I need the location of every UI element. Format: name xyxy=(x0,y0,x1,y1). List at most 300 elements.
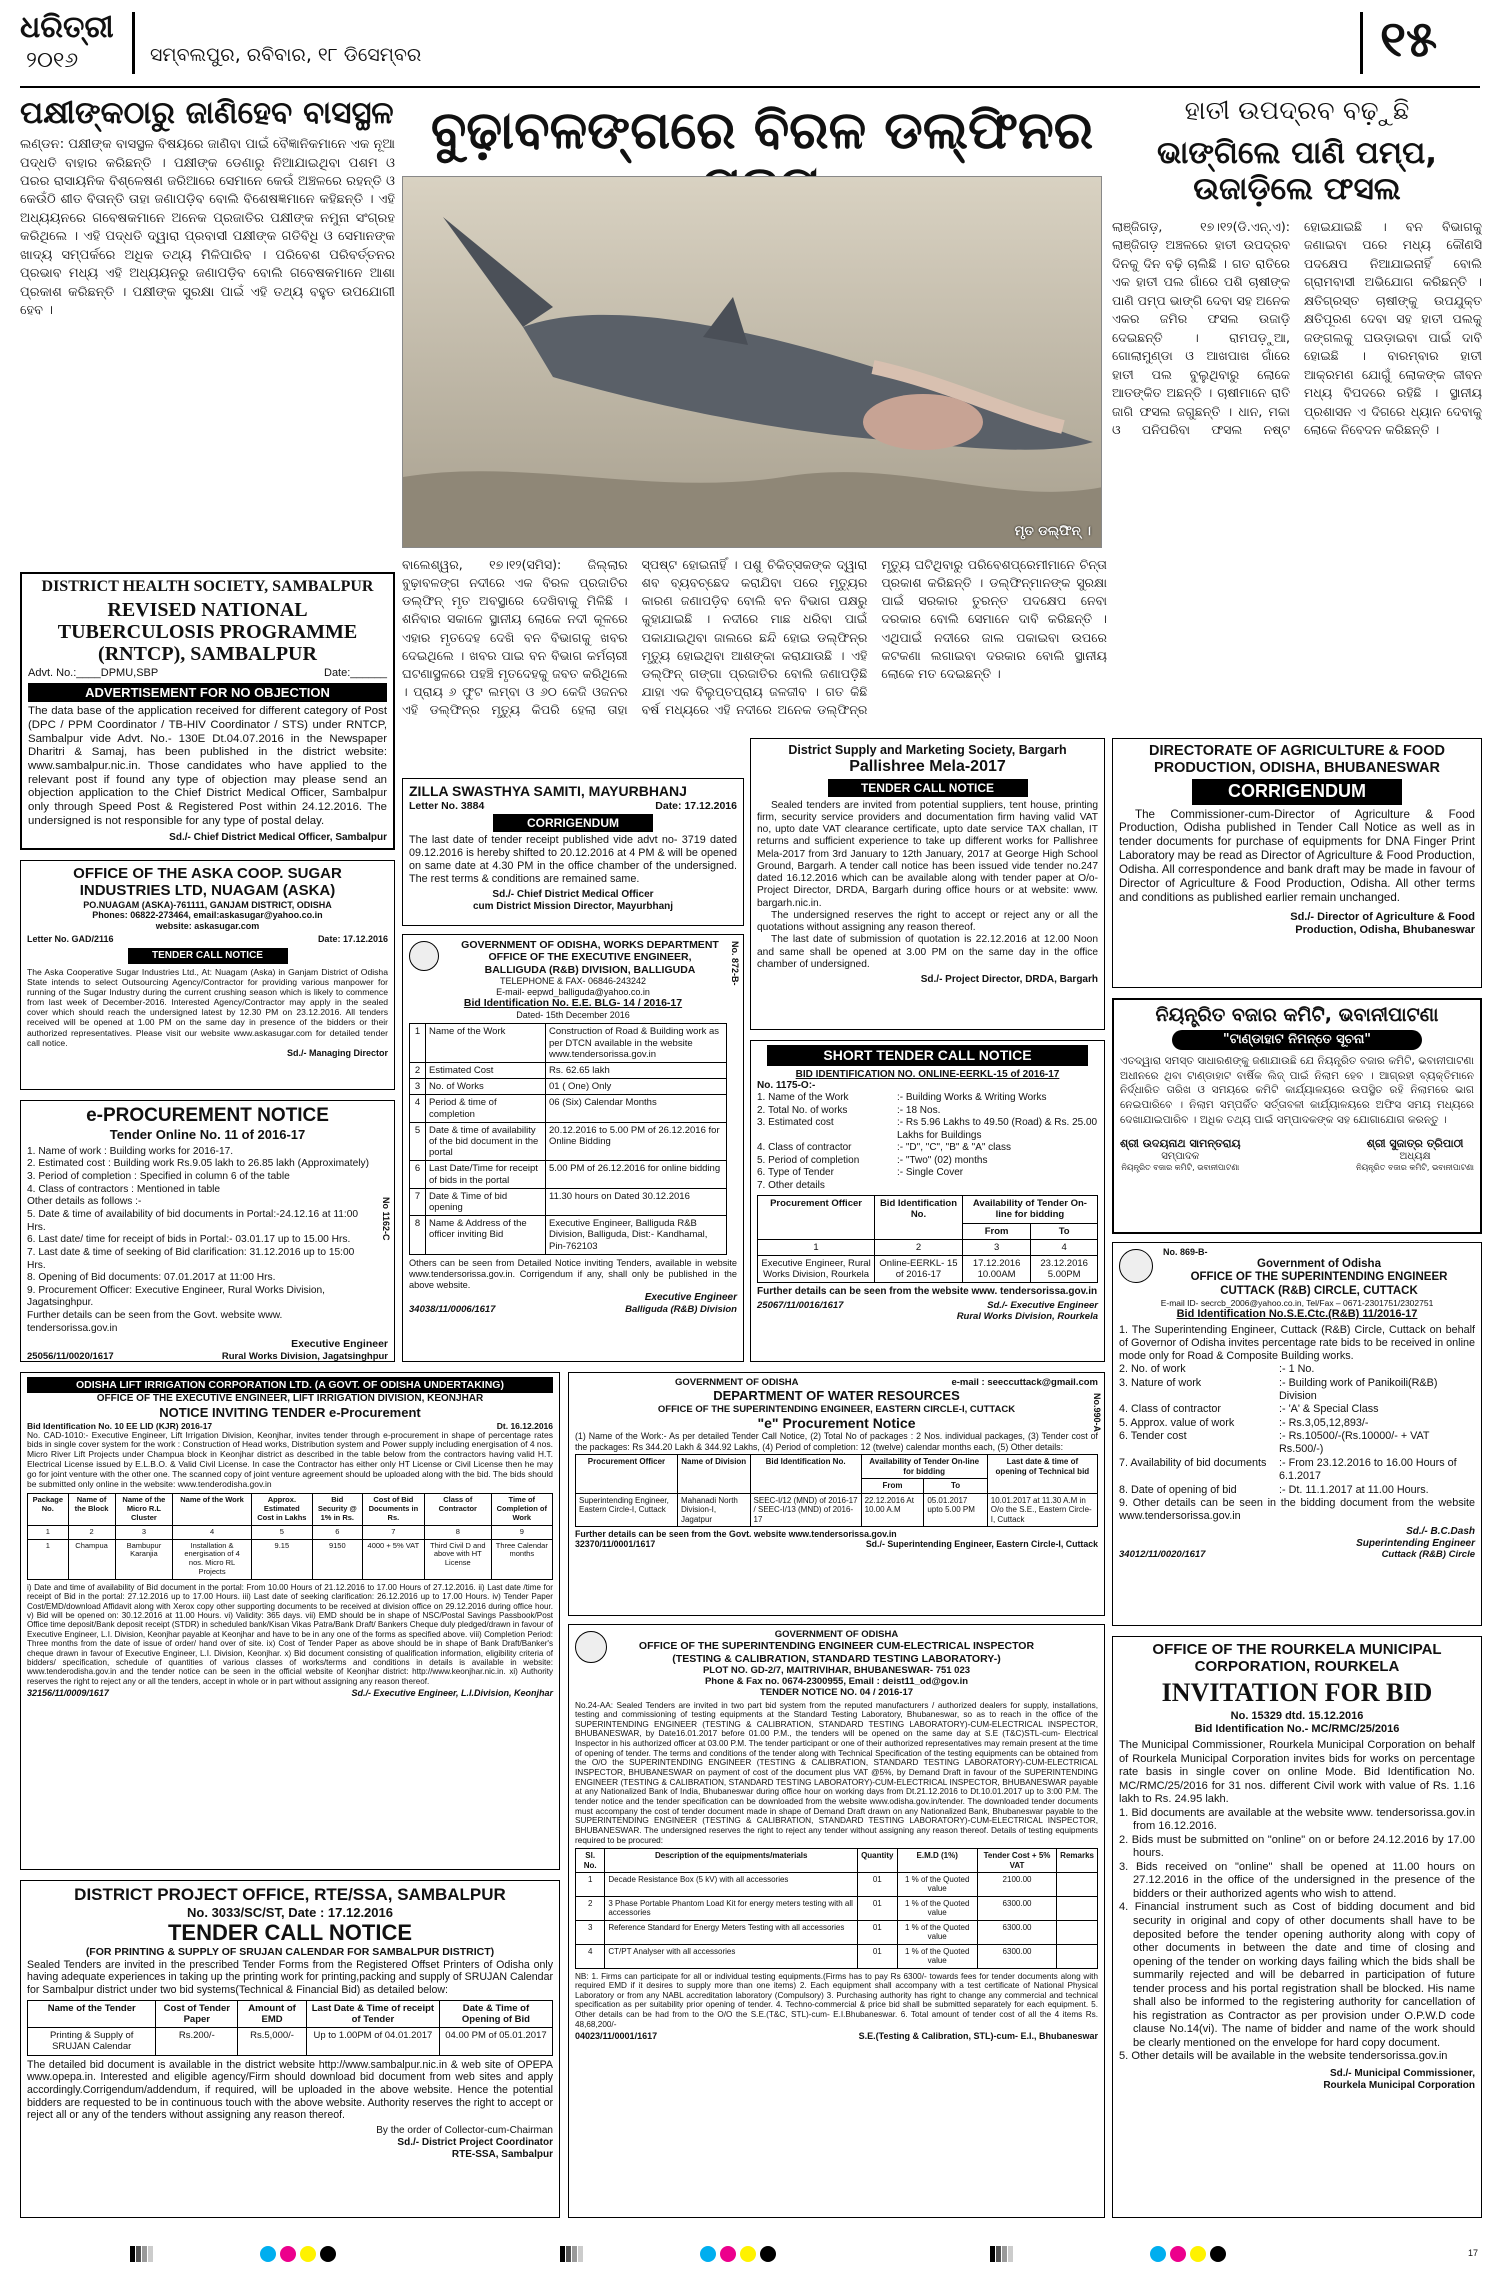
story-body: ଲାଞ୍ଜିଗଡ଼, ୧୭।୧୨(ଡି.ଏନ୍.ଏ): ଲାଞ୍ଜିଗଡ଼ ଅଞ୍ଚଳରେ ହାତୀ ଉପଦ୍ରବ ଦିନକୁ ଦିନ ବଢ଼ି ଚାଲିଛି । ଗତ ରାତିରେ ଏକ ହାତୀ ପଲ ଗାଁରେ ପଶି ଚାଷୀଙ୍କ ପାଣି ପମ୍ପ ଭାଙ୍ଗି ଦେବା ସହ ଅନେକ ଏକର ଜମିର ଫସଲ ଉଜାଡ଼ି ଦେଇଛନ୍ତି । ରାମପଡ଼ୁଆ, ଗୋଲାମୁଣ୍ଡା ଓ ଆଖପାଖ ଗାଁରେ ହାତୀ ପଲ ବୁଲୁଥିବାରୁ ଲୋକେ ଆତଙ୍କିତ ଅଛନ୍ତି । ଚାଷୀମାନେ ରାତି ଜାଗି ଫସଲ ଜଗୁଛନ୍ତି । ଧାନ, ମକା ଓ ପନିପରିବା ଫସଲ ନଷ୍ଟ ହୋଇଯାଇଛି । ବନ ବିଭାଗକୁ ଜଣାଇବା ପରେ ମଧ୍ୟ କୌଣସି ପଦକ୍ଷେପ ନିଆଯାଇନାହିଁ ବୋଲି ଗ୍ରାମବାସୀ ଅଭିଯୋଗ କରିଛନ୍ତି । କ୍ଷତିଗ୍ରସ୍ତ ଚାଷୀଙ୍କୁ ଉପଯୁକ୍ତ କ୍ଷତିପୂରଣ ଦେବା ସହ ହାତୀ ପଲକୁ ଜଙ୍ଗଲକୁ ଘଉଡ଼ାଇବା ପାଇଁ ଦାବି ହୋଇଛି । ବାରମ୍ବାର ହାତୀ ଆକ୍ରମଣ ଯୋଗୁଁ ଲୋକଙ୍କ ଜୀବନ ମଧ୍ୟ ବିପଦରେ ରହିଛି । ସ୍ଥାନୀୟ ପ୍ରଶାସନ ଏ ଦିଗରେ ଧ୍ୟାନ ଦେବାକୁ ଲୋକେ ନିବେଦନ କରିଛନ୍ତି । xyxy=(1112,218,1482,438)
table-cell: 6300.00 xyxy=(977,1920,1056,1944)
bid-date: Dated- 15th December 2016 xyxy=(516,1009,630,1020)
ad-lab: (TESTING & CALIBRATION, STANDARD TESTING LABORATORY-) xyxy=(672,1652,1001,1665)
dolphin-photo xyxy=(402,176,1102,548)
ad-signature: Sd./- Executive Engineer xyxy=(987,1300,1098,1312)
bid-id: Bid Identification No.- MC/RMC/25/2016 xyxy=(1194,1723,1400,1736)
col-header: Cost of Tender Paper xyxy=(156,2000,238,2027)
item-label: 1. Name of the Work xyxy=(757,1092,849,1104)
table-cell: 1 % of the Quoted value xyxy=(897,1944,977,1968)
list-item xyxy=(1119,1403,1475,1416)
ad-title: e-PROCUREMENT NOTICE xyxy=(86,1105,329,1126)
signatory-name: ଶ୍ରୀ ଉଦୟନାଥ ସାମନ୍ତରାୟ xyxy=(1120,1136,1241,1150)
letter-no: Letter No. 3884 xyxy=(409,799,485,812)
table-cell: 7 xyxy=(362,1525,424,1539)
item-list xyxy=(757,1092,1098,1192)
ad-code: 34012/11/0020/1617 xyxy=(1119,1549,1206,1561)
yellow-dot xyxy=(740,2246,756,2262)
table-cell: Date & time of availability of the bid document in the portal xyxy=(426,1122,546,1161)
item-value: :- Building Works & Writing Works xyxy=(897,1092,1047,1104)
list-item: Other details as follows :- xyxy=(27,1196,142,1208)
story-body: ଲଣ୍ଡନ: ପକ୍ଷୀଙ୍କ ବାସସ୍ଥଳ ବିଷୟରେ ଜାଣିବା ପାଇଁ ବୈଜ୍ଞାନିକମାନେ ଏକ ନୂଆ ପଦ୍ଧତି ବାହାର କରିଛନ୍ତି । ପକ୍ଷୀଙ୍କ ଡେଣାରୁ ନିଆଯାଇଥିବା ପଶମ ଓ ପରର ରାସାୟନିକ ବିଶ୍ଳେଷଣ ଜରିଆରେ ସେମାନେ କେଉଁ ଅଞ୍ଚଳରେ ରହନ୍ତି ଓ କେଉଁଠି ଶୀତ ବିତାନ୍ତି ତାହା ଜଣାପଡ଼ିବ ବୋଲି ବିଶେଷଜ୍ଞମାନେ କହିଛନ୍ତି । ଏହି ଅଧ୍ୟୟନରେ ଗବେଷକମାନେ ଅନେକ ପ୍ରଜାତିର ପକ୍ଷୀଙ୍କ ନମୁନା ସଂଗ୍ରହ କରିଥିଲେ । ଏହି ପଦ୍ଧତି ଦ୍ୱାରା ପ୍ରବାସୀ ପକ୍ଷୀଙ୍କ ଗତିବିଧି ଓ ସେମାନଙ୍କ ଖାଦ୍ୟ ସମ୍ପର୍କରେ ଅଧିକ ତଥ୍ୟ ମିଳିପାରିବ । ପରିବେଶ ପରିବର୍ତ୍ତନର ପ୍ରଭାବ ମଧ୍ୟ ଏହି ଅଧ୍ୟୟନରୁ ଜଣାପଡ଼ିବ ବୋଲି ଗବେଷକମାନେ ଆଶା ପ୍ରକାଶ କରିଛନ୍ତି । ପକ୍ଷୀଙ୍କ ସୁରକ୍ଷା ପାଇଁ ଏହି ତଥ୍ୟ ବହୁତ ଉପଯୋଗୀ ହେବ । xyxy=(20,137,395,319)
table-cell: 4 xyxy=(576,1944,605,1968)
table-cell: Executive Engineer, Balliguda R&B Division, Balliguda, Dist:- Kandhamal, Pin-762103 xyxy=(546,1216,727,1255)
ad-aska-sugar xyxy=(20,860,395,1090)
emblem-icon xyxy=(1119,1249,1153,1283)
table-row xyxy=(410,1122,727,1161)
ad-contact: E-mail ID- secrcb_2006@yahoo.co.in, Tel/Fax – 0671-2301751/2302751 xyxy=(1160,1298,1434,1309)
story-headline: ଭାଙ୍ଗିଲେ ପାଣି ପମ୍ପ, ଉଜାଡ଼ିଲେ ଫସଲ xyxy=(1156,134,1438,208)
ad-org: DIRECTORATE OF AGRICULTURE & FOOD PRODUCTION, ODISHA, BHUBANESWAR xyxy=(1149,743,1445,776)
ad-gov: GOVERNMENT OF ODISHA, WORKS DEPARTMENT xyxy=(461,939,719,951)
table-row xyxy=(28,1494,553,1526)
list-item: 5. Date & time of availability of bid documents in Portal:-24.12.16 at 11:00 Hrs. xyxy=(27,1208,359,1233)
col-header: Tender Cost + 5% VAT xyxy=(977,1849,1056,1873)
table-cell xyxy=(1057,1920,1098,1944)
ad-code: 32156/11/0009/1617 xyxy=(27,1688,109,1699)
table-cell: No. of Works xyxy=(426,1079,546,1095)
ad-footer: Further details can be seen from the website www. tendersorissa.gov.in xyxy=(757,1286,1098,1298)
list-item: 1. Name of work : Building works for 2016-17. xyxy=(27,1145,234,1157)
table-cell: 3 xyxy=(576,1920,605,1944)
col-header: Name of the Micro R.L Cluster xyxy=(115,1494,173,1526)
item-label: 5. Period of completion xyxy=(757,1154,860,1166)
item-value: :- Single Cover xyxy=(897,1167,964,1179)
col-header: Approx. Estimated Cost in Lakhs xyxy=(251,1494,312,1526)
notice-no: No. 1175-O:- xyxy=(757,1080,816,1092)
emblem-icon xyxy=(575,1631,607,1663)
col-header: E.M.D (1%) xyxy=(897,1849,977,1873)
ad-signature: Executive Engineer xyxy=(644,1292,737,1304)
emblem-icon xyxy=(409,941,439,971)
ad-title: INVITATION FOR BID xyxy=(1161,1677,1433,1707)
table-cell: 1 xyxy=(28,1539,69,1579)
ad-phones: Phones: 06822-273464, email:askasugar@yahoo.co.in xyxy=(92,910,323,921)
table-row xyxy=(410,1095,727,1122)
ad-org: DISTRICT HEALTH SOCIETY, SAMBALPUR xyxy=(41,578,374,595)
ad-phone: Phone & Fax no. 0674-2300955, Email : deist11_od@gov.in xyxy=(704,1676,969,1688)
ad-signature-office: Rural Works Division, Jagatsinghpur xyxy=(221,1350,388,1362)
ad-gov: GOVERNMENT OF ODISHA xyxy=(774,1629,899,1640)
list-item xyxy=(1119,1484,1475,1497)
signatory-org: ନିୟନ୍ତ୍ରିତ ବଜାର କମିଟି, ଭବାନୀପାଟଣା xyxy=(1121,1162,1240,1172)
dolphin-headline: ବୁଢ଼ାବଳଙ୍ଗରେ ବିରଳ ଡଲ୍‌ଫିନର xyxy=(430,101,1094,161)
letter-date: Date: 17.12.2016 xyxy=(317,934,388,945)
item-label: 6. Tender cost xyxy=(1119,1430,1187,1443)
table-cell: 05.01.2017 upto 5.00 PM xyxy=(924,1493,987,1526)
item-value: :- 'A' & Special Class xyxy=(1279,1403,1379,1416)
table-cell: 6300.00 xyxy=(977,1944,1056,1968)
list-item xyxy=(1119,1417,1475,1430)
dateline: ସମ୍ବଲପୁର, ରବିବାର, ୧୮ ଡିସେମ୍ବର xyxy=(150,44,422,66)
ad-signature: Sd./- Project Director, DRDA, Bargarh xyxy=(920,974,1098,986)
col-header: Description of the equipments/materials xyxy=(605,1849,858,1873)
col-header: From xyxy=(962,1223,1030,1239)
item-value: :- Rs.10500/-(Rs.10000/- + VAT Rs.500/-) xyxy=(1279,1430,1430,1456)
table-cell: 5 xyxy=(251,1525,312,1539)
ad-signature: Sd./- Executive Engineer, L.I.Division, Keonjhar xyxy=(351,1688,553,1699)
ad-signature: Sd./- District Project Coordinator xyxy=(397,2136,553,2148)
list-item: 6. Last date/ time for receipt of bids in Portal:- 03.01.17 up to 15.00 Hrs. xyxy=(27,1234,351,1246)
advt-date: Date:______ xyxy=(324,666,387,679)
item-label: 4. Class of contractor xyxy=(757,1142,852,1154)
bid-date: Dt. 16.12.2016 xyxy=(496,1420,553,1431)
table-row xyxy=(410,1161,727,1188)
col-header: From xyxy=(861,1479,924,1493)
table-cell: 1 % of the Quoted value xyxy=(897,1873,977,1897)
magenta-dot xyxy=(720,2246,736,2262)
ad-footer: 9. Other details can be seen in the bidding document from the website www.tendersorissa.gov.in xyxy=(1119,1496,1475,1522)
ad-org: OFFICE OF THE ROURKELA MUNICIPAL CORPORATION, ROURKELA xyxy=(1152,1641,1442,1676)
table-cell: 3 Phase Portable Phantom Load Kit for energy meters testing with all accessories xyxy=(605,1896,858,1920)
ad-email: E-mail- eepwd_balliguda@yahoo.co.in xyxy=(496,986,650,997)
list-item xyxy=(757,1117,1098,1142)
list-item: 1. Bid documents are available at the website www. tendersorissa.gov.in from 16.12.2016. xyxy=(1119,1806,1475,1833)
bid-id: Bid Identification No. 10 EE LID (KJR) 2016-17 xyxy=(27,1420,213,1431)
table-cell: 01 xyxy=(858,1944,897,1968)
table-cell: Bambupur Karanjia xyxy=(115,1539,173,1579)
ad-body: The last date of tender receipt published vide advt no- 3719 dated 09.12.2016 is hereby shifted to 20.12.2016 at 4 PM & will be opened on same date at 4.30 PM in the office chamber of the undersigned. The rest terms & conditions are remained same. xyxy=(409,834,737,885)
table-cell: 20.12.2016 to 5.00 PM of 26.12.2016 for Online Bidding xyxy=(546,1122,727,1161)
ad-signature-office: cum District Mission Director, Mayurbhanj xyxy=(472,900,674,912)
table-cell: Estimated Cost xyxy=(426,1062,546,1078)
dolphin-icon xyxy=(403,177,1102,548)
list-item xyxy=(1119,1377,1475,1404)
ad-dept: DEPARTMENT OF WATER RESOURCES xyxy=(713,1388,960,1404)
table-cell: 2100.00 xyxy=(977,1873,1056,1897)
table-cell xyxy=(1057,1873,1098,1897)
story-birds xyxy=(20,96,395,564)
col-header: Amount of EMD xyxy=(238,2000,307,2027)
ad-plot: PLOT NO. GD-2/7, MAITRIVIHAR, BHUBANESWAR- 751 023 xyxy=(702,1664,971,1676)
col-header: Availability of Tender On-line for bidding xyxy=(962,1196,1097,1223)
ad-short-tender-rourkela xyxy=(750,1040,1105,1362)
ad-office: OFFICE OF THE SUPERINTENDING ENGINEER, EASTERN CIRCLE-I, CUTTACK xyxy=(657,1403,1016,1415)
ad-office: OFFICE OF THE EXECUTIVE ENGINEER, LIFT IRRIGATION DIVISION, KEONJHAR xyxy=(96,1393,484,1405)
col-header: Last Date & Time of receipt of Tender xyxy=(306,2000,439,2027)
item-label: 2. No. of work xyxy=(1119,1363,1186,1376)
table-cell: 2 xyxy=(875,1239,963,1255)
ad-e-procurement xyxy=(20,1100,395,1362)
cyan-dot xyxy=(700,2246,716,2262)
ad-vertical-code: No. 872-B- xyxy=(730,941,740,986)
item-label: 7. Availability of bid documents xyxy=(1119,1456,1267,1469)
list-item: 2. Estimated cost : Building work Rs.9.05 lakh to 26.85 lakh (Approximately) xyxy=(27,1158,370,1170)
table-cell: SEEC-I/12 (MND) of 2016-17 / SEEC-I/13 (MND) of 2016-17 xyxy=(750,1493,861,1526)
table-row xyxy=(576,1896,1098,1920)
table-cell: 3 xyxy=(962,1239,1030,1255)
ad-title: ନିୟନ୍ତ୍ରିତ ବଜାର କମିଟି, ଭବାନୀପାଟଣା xyxy=(1155,1004,1439,1026)
table-cell: 01 xyxy=(858,1873,897,1897)
table-cell: 8 xyxy=(410,1216,426,1255)
table-cell: 22.12.2016 At 10.00 A.M xyxy=(861,1493,924,1526)
masthead xyxy=(20,8,1480,80)
table-cell: 5 xyxy=(410,1122,426,1161)
notice-bar: SHORT TENDER CALL NOTICE xyxy=(767,1045,1088,1066)
item-label: 4. Class of contractor xyxy=(1119,1403,1222,1416)
color-bar-icon xyxy=(990,2246,1013,2262)
table-cell: 6 xyxy=(312,1525,362,1539)
ad-signature: Sd./- Chief District Medical Officer xyxy=(492,888,654,900)
col-header: Bid Identification No. xyxy=(875,1196,963,1240)
ad-office: OFFICE OF THE SUPERINTENDING ENGINEER CUM-ELECTRICAL INSPECTOR xyxy=(638,1640,1035,1653)
table-cell: Champua xyxy=(68,1539,115,1579)
table-cell: 4 xyxy=(410,1095,426,1122)
bid-id: Bid Identification No. E.E. BLG- 14 / 2016-17 xyxy=(463,997,683,1010)
list-item xyxy=(757,1167,1098,1180)
table-cell: 1 % of the Quoted value xyxy=(897,1920,977,1944)
ad-signature-office: Cuttack (R&B) Circle xyxy=(1381,1549,1475,1561)
table-cell: Date & Time of bid opening xyxy=(426,1188,546,1215)
ad-subtitle: Tender Online No. 11 of 2016-17 xyxy=(109,1127,306,1143)
ad-agriculture-corrigendum xyxy=(1112,738,1482,988)
list-item: 4. Class of contractors : Mentioned in table xyxy=(27,1183,221,1195)
ad-program: REVISED NATIONAL TUBERCULOSIS PROGRAMME (RNTCP), SAMBALPUR xyxy=(57,598,358,665)
col-header: Sl. No. xyxy=(576,1849,605,1873)
col-header: Procurement Officer xyxy=(758,1196,875,1240)
list-item: 7. Last date & time of seeking of Bid clarification: 31.12.2016 up to 15:00 Hrs. xyxy=(27,1246,355,1271)
registration-dots-icon xyxy=(700,2246,776,2262)
item-value: :- Building work of Panikoili(R&B) Division xyxy=(1279,1376,1438,1402)
yellow-dot xyxy=(300,2246,316,2262)
registration-marks xyxy=(0,2240,1500,2270)
table-cell: 3 xyxy=(410,1079,426,1095)
col-header: Remarks xyxy=(1057,1849,1098,1873)
table-cell: Reference Standard for Energy Meters Testing with all accessories xyxy=(605,1920,858,1944)
list-item xyxy=(757,1180,1098,1193)
table-cell: 11.30 hours on Dated 30.12.2016 xyxy=(546,1188,727,1215)
col-header: Availability of Tender On-line for bidding xyxy=(861,1455,987,1479)
ad-zilla-swasthya-samiti xyxy=(402,778,744,926)
registration-dots-icon xyxy=(1150,2246,1226,2262)
table-row xyxy=(576,1920,1098,1944)
ad-email: e-mail : seeccuttack@gmail.com xyxy=(951,1377,1098,1388)
list-item xyxy=(1119,1430,1475,1457)
ad-signature: Sd./- B.C.Dash xyxy=(1406,1525,1475,1537)
notice-bar: TENDER CALL NOTICE xyxy=(128,948,288,964)
ad-lift-irrigation xyxy=(20,1372,560,1870)
ad-notes: NB: 1. Firms can participate for all or individual testing equipments.(Firms has to pay Rs 6300/- towards fees for tender documents along with required EMD if it desires to supply more than one items) 2. Each equipment shall accompany with a test certificate of National Physical Laboratory or from any NABL accreditation laboratory (Compulsory) 3. Purchasing authority has right to change any commercial and technical specification as per suitability prior opening of tender. 4. Techno-commercial & price bid shall be submitted separately for each equipment. 5. Other details can be had from to the O/O the S.E.(T&C, STL)-cum- E.I.Bhubaneswar. 6. Total amount of tender cost of all the 4 items Rs. 48,68,200/- xyxy=(575,1971,1098,2029)
ad-signature-office: Production, Odisha, Bhubaneswar xyxy=(1295,923,1475,936)
list-item: 8. Opening of Bid documents: 07.01.2017 at 11:00 Hrs. xyxy=(27,1272,276,1284)
footer-page-number: 17 xyxy=(1467,2248,1478,2258)
col-header: Name of the Block xyxy=(68,1494,115,1526)
ad-office: OFFICE OF THE EXECUTIVE ENGINEER, xyxy=(488,951,692,964)
table-cell: 1 % of the Quoted value xyxy=(897,1896,977,1920)
table-cell: 4000 + 5% VAT xyxy=(362,1539,424,1579)
table-cell: 01 ( One) Only xyxy=(546,1079,727,1095)
ad-body: Sealed tenders are invited from potential suppliers, tent house, printing firm, security service providers and documentation firm having valid VAT no, upto date VAT clearance certificate, upto date service TAX challan, IT returns and sufficient experience to take up different works for Pallishree Mela-2017 from 3rd January to 12th January, 2017 at George High School Ground, Bargarh. A tender call notice has been issued vide tender no.247 dated 16.12.2016 which can be available along with tender paper at O/o-Project Director, DRDA, Bargarh during office hours or at website: www. bargarh.nic.in. xyxy=(757,799,1098,909)
ad-signature: Sd./- Director of Agriculture & Food xyxy=(1290,910,1475,923)
item-value: :- 18 Nos. xyxy=(897,1104,941,1116)
ad-testing-laboratory xyxy=(568,1624,1105,2218)
table-cell: 8 xyxy=(425,1525,492,1539)
table-cell: CT/PT Analyser with all accessories xyxy=(605,1944,858,1968)
ad-drda-bargarh xyxy=(750,738,1105,1030)
ad-water-resources xyxy=(568,1372,1105,1616)
yellow-dot xyxy=(1190,2246,1206,2262)
item-label: 8. Date of opening of bid xyxy=(1119,1483,1237,1496)
magenta-dot xyxy=(280,2246,296,2262)
item-value: :- 1 No. xyxy=(1279,1363,1315,1376)
list-item: 9. Procurement Officer: Executive Engineer, Rural Works Division, Jagatsinghpur. xyxy=(27,1284,326,1309)
notice-bar: TENDER CALL NOTICE xyxy=(828,779,1028,797)
ad-body: The Aska Cooperative Sugar Industries Ltd., At: Nuagam (Aska) in Ganjam District of Odisha State intends to select Outsourcing Agency/Contractor for providing various manpower for running of the Sugar Industry during the current crushing season which is likely to commence from last week of December-2016. Interested Agency/Contractor may apply in the sealed cover which should reach the undersigned latest by 12.30 PM on 23.12.2016. All tenders received will be opened at 1.00 PM on the same day in presence of the bidders or their authorized representatives. Please visit our website www.askasugar.com for detailed tender call notice. xyxy=(27,966,388,1048)
ad-code: 25067/11/0016/1617 xyxy=(757,1300,844,1312)
notice-no: No. 3033/SC/ST xyxy=(187,1905,281,1921)
page-number: ୧୫ xyxy=(1380,10,1438,68)
col-header: Quantity xyxy=(858,1849,897,1873)
item-list xyxy=(1119,1363,1475,1497)
item-value: :- "D", "C", "B" & "A" class xyxy=(897,1142,1011,1154)
table-row xyxy=(410,1216,727,1255)
tender-table xyxy=(27,1493,553,1580)
ad-balliguda-works xyxy=(402,934,744,1362)
table-cell: 4 xyxy=(173,1525,252,1539)
ad-division: BALLIGUDA (R&B) DIVISION, BALLIGUDA xyxy=(484,963,696,976)
black-dot xyxy=(1210,2246,1226,2262)
item-label: 3. Nature of work xyxy=(1119,1376,1202,1389)
item-list xyxy=(1119,1807,1475,2064)
ad-vertical-code: No.990-A xyxy=(1092,1393,1102,1433)
table-cell: 2 xyxy=(68,1525,115,1539)
ad-tender-no: TENDER NOTICE NO. 04 / 2016-17 xyxy=(759,1687,914,1699)
item-label: 6. Type of Tender xyxy=(757,1167,834,1179)
table-cell: 9 xyxy=(491,1525,552,1539)
item-label: 3. Estimated cost xyxy=(757,1117,834,1129)
ad-rourkela-municipal xyxy=(1112,1636,1482,2218)
item-value: :- "Two" (02) months xyxy=(897,1154,988,1166)
registration-dots-icon xyxy=(260,2246,336,2262)
ad-body: No. CAD-1010:- Executive Engineer, Lift Irrigation Division, Keonjhar, invites tender through e-procurement in shape of percentage rates bids in single cover system for the work : Construction of Head works, Distribution system and Power supply including energisation of 4 nos. Micro River Lift Projects under Champua block in Keonjhar district as described in the table below from the contractors having valid H.T. Electrical License issued by E.L.B.O. & Valid Civil License. In case the Contractor has either only HT License or Civil License then he may go for joint venture with the other one. The scanned copy of joint venture agreement should be uploaded along with the bid. The bids should be submitted only online in the website: www.tenderodisha.gov.in xyxy=(27,1429,553,1490)
color-bar-icon xyxy=(560,2246,583,2262)
col-header: Class of Contractor xyxy=(425,1494,492,1526)
ad-intro: 1. The Superintending Engineer, Cuttack (R&B) Circle, Cuttack on behalf of Governor of Odisha invites percentage rate bids to be received in online mode only for Road & Composite Building works. xyxy=(1119,1324,1475,1363)
table-row xyxy=(576,1493,1098,1526)
table-row xyxy=(576,1944,1098,1968)
list-item: 3. Period of completion : Specified in column 6 of the table xyxy=(27,1171,290,1183)
table-cell: 6300.00 xyxy=(977,1896,1056,1920)
table-row xyxy=(28,1525,553,1539)
table-cell: 6 xyxy=(410,1161,426,1188)
table-cell: Period & time of completion xyxy=(426,1095,546,1122)
table-cell: 1 xyxy=(28,1525,69,1539)
ad-signature: Sd./- Superintending Engineer, Eastern Circle-I, Cuttack xyxy=(865,1539,1098,1550)
ad-body: Sealed Tenders are invited in the prescribed Tender Forms from the Registered Offset Printers of Odisha only having adequate experiences in taking up the printing work for printing,packing and supply of SRUJAN Calendar for Sambalpur district under two bid systems(Technical & Financial Bid) as detailed below: xyxy=(27,1958,553,1997)
table-row xyxy=(576,1873,1098,1897)
ad-code: 34038/11/0006/1617 xyxy=(409,1304,496,1316)
ad-signature-title: Superintending Engineer xyxy=(1356,1537,1475,1549)
bid-id: Bid Identification No.S.E.Ctc.(R&B) 11/2016-17 xyxy=(1176,1308,1418,1321)
ad-signature-office: RTE-SSA, Sambalpur xyxy=(451,2148,553,2160)
signatory-role: ଅଧ୍ୟକ୍ଷ xyxy=(1399,1150,1431,1162)
ad-event: Pallishree Mela-2017 xyxy=(849,757,1006,775)
ad-signature-order: By the order of Collector-cum-Chairman xyxy=(376,2125,553,2137)
table-cell: Installation & energisation of 4 nos. Micro RL Projects xyxy=(173,1539,252,1579)
table-cell: 3 xyxy=(115,1525,173,1539)
tender-table xyxy=(575,1848,1098,1968)
ad-gov: GOVERNMENT OF ODISHA xyxy=(675,1377,799,1388)
table-cell: Construction of Road & Building work as per DTCN available in the website www.tendersorissa.gov.in xyxy=(546,1024,727,1063)
table-cell: 2 xyxy=(410,1062,426,1078)
ad-code: 25056/11/0020/1617 xyxy=(27,1350,114,1362)
table-cell: Executive Engineer, Rural Works Division, Rourkela xyxy=(758,1255,875,1282)
col-header: Time of Completion of Work xyxy=(491,1494,552,1526)
table-cell: 06 (Six) Calendar Months xyxy=(546,1095,727,1122)
col-header: Package No. xyxy=(28,1494,69,1526)
table-cell: 1 xyxy=(410,1024,426,1063)
tender-table xyxy=(27,2000,553,2056)
bid-id: BID IDENTIFICATION NO. ONLINE-EERKL-15 of 2016-17 xyxy=(795,1068,1060,1080)
list-item: 4. Financial instrument such as Cost of bidding document and bid security in original and copy of other documents shall have to be deposited before the tender opening authority along with copy of other documents in between the date and time of closing and opening of the tender on working days failing which the bids shall be summarily rejected and will be debarred in participation of future tender process and his portal registration shall be blocked. His name shall also be informed to the registering authority for cancellation of his registration as Contractor as per provision under O.P.W.D code clause No.14(vi). The name of bidder and name of the work should be clearly mentioned on the envelope for hard copy document. xyxy=(1119,1901,1475,2049)
notice-bar: ADVERTISEMENT FOR NO OBJECTION xyxy=(28,683,387,702)
ad-market-committee xyxy=(1112,998,1482,1234)
signatory-role: ସମ୍ପାଦକ xyxy=(1161,1150,1200,1162)
tender-table xyxy=(409,1023,727,1254)
col-header: Cost of Bid Documents in Rs. xyxy=(362,1494,424,1526)
ad-org: District Supply and Marketing Society, Bargarh xyxy=(788,743,1067,757)
table-cell: Superintending Engineer, Eastern Circle-I, Cuttack xyxy=(576,1493,678,1526)
magenta-dot xyxy=(1170,2246,1186,2262)
table-row xyxy=(410,1024,727,1063)
table-cell: Third Civil D and above with HT License xyxy=(425,1539,492,1579)
notice-no: No. 15329 dtd. 15.12.2016 xyxy=(1230,1710,1364,1723)
ad-vertical-code: No 1162-C xyxy=(381,1197,391,1241)
ad-subtitle: (FOR PRINTING & SUPPLY OF SRUJAN CALENDAR FOR SAMBALPUR DISTRICT) xyxy=(85,1946,495,1959)
col-header: To xyxy=(924,1479,987,1493)
table-cell xyxy=(1057,1896,1098,1920)
table-cell: Rs.5,000/- xyxy=(238,2028,307,2055)
ad-address: PO.NUAGAM (ASKA)-761111, GANJAM DISTRICT, ODISHA xyxy=(83,899,332,910)
table-row xyxy=(410,1062,727,1078)
col-header: Bid Security @ 1% in Rs. xyxy=(312,1494,362,1526)
story-elephant xyxy=(1112,96,1482,704)
signatory-name: ଶ୍ରୀ ସୁଜାତ୍ର ତ୍ରିପାଠୀ xyxy=(1366,1136,1464,1150)
signatory-org: ନିୟନ୍ତ୍ରିତ ବଜାର କମିଟି, ଭବାନୀପାଟଣା xyxy=(1356,1162,1474,1172)
table-row xyxy=(410,1079,727,1095)
table-cell: 17.12.2016 10.00AM xyxy=(962,1255,1030,1282)
col-header: Name of the Work xyxy=(173,1494,252,1526)
list-item xyxy=(1119,1363,1475,1376)
tender-table xyxy=(757,1195,1098,1283)
ad-body: No.24-AA: Sealed Tenders are invited in two part bid system from the reputed manufacturers / authorized dealers for supply, installations, testing and commissioning of testing equipments at the Standard Testing Laboratory, Bhubaneswar, so as to reach in the office of the SUPERINTENDING ENGINEER (TESTING & CALIBRATION, STANDARD TESTING LABORATORY)-CUM-ELECTRICAL INSPECTOR, BHUBANESWAR, by Date16.01.2017 before 01.00 P.M., the tenders will be opened on the same day at S.E (T&C)STL-cum- Electrical Inspector in his authorized officer at 03.00 P.M. The tender participant or one of their authorized representatives may remain present at the time of opening of tender. The terms and conditions of the tender along with Technical Specification of the testing equipments can be obtained from the O/O the SUPERINTENDING ENGINEER (TESTING & CALIBRATION, STANDARD TESTING LABORATORY)-CUM-ELECTRICAL INSPECTOR, BHUBANESWAR on payment of cost of the document plus VAT @5%, by Demand Draft in favour of the SUPERINTENDING ENGINEER (TESTING & CALIBRATION, STANDARD TESTING LABORATORY)-CUM-ELECTRICAL INSPECTOR, BHUBANESWAR payable at any Nationalized Bank of India, Bhubaneswar during office hour on working days from Dt.21.12.2016 to Dt.10.01.2017 up to 3:00 P.M. The tender notice and the tender specification can be downloaded from the website www.odisha.gov.in/tender. The downloaded tender documents must accompany the cost of tender document made in shape of Demand Draft drawn on any Nationalized Bank, Bhubaneswar payable to the SUPERINTENDING ENGINEER (TESTING & CALIBRATION, STANDARD TESTING LABORATORY)-CUM-ELECTRICAL INSPECTOR, BHUBANESWAR. The undersigned reserves the right to reject any tender without assigning any reason thereof. Details of testing equipments required to be procured: xyxy=(575,1700,1098,1845)
ad-footer: The detailed bid document is available in the district website http://www.sambalpur.nic.in & web site of OPEPA www.opepa.in. Interested and eligible agency/Firm should download bid document from web sites and apply accordingly.Corrigendum/addendum, if required, will be uploaded in the above website. Hence the potential bidders are requested to be in continuous touch with the above website. Authority reserves the right to accept or reject all or any of the tenders without assigning any reason thereof. xyxy=(27,2058,553,2122)
col-header: Last date & time of opening of Technical bid xyxy=(987,1455,1097,1493)
ad-signature: Sd./- Chief District Medical Officer, Sambalpur xyxy=(169,832,387,844)
table-row xyxy=(28,2028,553,2055)
ad-subtitle: "ଟାଣ୍ଡାହାଟ ନିମନ୍ତେ ସୂଚନା" xyxy=(1172,1030,1422,1049)
notice-no: No. 869-B- xyxy=(1163,1247,1208,1257)
ad-signature: Sd./- Managing Director xyxy=(286,1047,388,1058)
table-cell: 9.15 xyxy=(251,1539,312,1579)
table-cell: 2 xyxy=(576,1896,605,1920)
list-item: Further details can be seen from the Govt. website www. tendersorissa.gov.in xyxy=(27,1310,283,1334)
table-row xyxy=(410,1188,727,1215)
table-cell: Printing & Supply of SRUJAN Calendar xyxy=(28,2028,156,2055)
col-header: Name of Division xyxy=(677,1455,750,1493)
table-cell xyxy=(1057,1944,1098,1968)
ad-notes: i) Date and time of availability of Bid document in the portal: From 10.00 Hours of 21.12.2016 to 17.00 Hours of 27.12.2016. ii) Last date /time for receipt of Bid in the portal: 27.12.2016 up to 17.00 Hours. iii) Last date of seeking clarification: 26.12.2016 up to 17.00 Hours. iv) Tender Paper Cost/EMD/download Affidavit along with Xerox copy other supporting documents to be received at division office on 29.12.2016 during office hour. v) Bid will be opened on: 30.12.2016 at 11.00 Hours. vi) Validity: 365 days. vii) EMD should be in shape of NSC/Postal Savings Passbook/Post Office time deposit/Bank deposit receipt (STDR) in scheduled bank/Kisan Vikas Patra/Bank Draft/ Bankers Cheque duly pledged/drawn in favour of Executive Engineer, L.I. Division, Keonjhar payable at Keonjhar and have to be in any one of the forms as specified above. viii) Completion Period: Three months from the date of issue of order/ hand over of site. ix) Cost of Tender Paper as above should be in shape of Bank Draft/Banker's cheque drawn in favour of Executive Engineer, L.I. Division, Keonjhar. x) Bid document consisting of qualification information, eligibility criteria of bidders/ specification, schedule of quantities of various classes of works/terms and conditions in details is available in website: www.tenderodisha.gov.in and the tender notice can be seen in the official website of Keonjhar district: http://www.keonjhar.nic.in. xi) Authority reserves the right to reject any or all the tenders, accept in whole or in part without assigning any reason thereof. xyxy=(27,1582,553,1686)
ad-signature-office: Balliguda (R&B) Division xyxy=(625,1304,737,1316)
table-cell: Online-EERKL- 15 of 2016-17 xyxy=(875,1255,963,1282)
tender-table xyxy=(575,1454,1098,1527)
ad-body: The data base of the application received for different category of Post (DPC / PPM Coordinator / TB-HIV Coordinator / STS) under RNTCP, Sambalpur vide Advt. No.- 130E Dt.04.07.2016 in the Newspaper Dharitri & Samaj, has been published in the district website: www.sambalpur.nic.in. Those candidates who have applied to the relevant post if found any type of objection may please send an objection application to the Chief District Medical Officer, Sambalpur only through Speed Post & Registered Post within 24.12.2016. The undersigned is not responsible for any type of postal delay. xyxy=(28,705,387,827)
color-bar-icon xyxy=(130,2246,153,2262)
table-cell: Three Calendar months xyxy=(491,1539,552,1579)
list-item: 5. Other details will be available in the website tendersorissa.gov.in xyxy=(1119,2050,1448,2063)
letter-no: Letter No. GAD/2116 xyxy=(27,934,114,945)
table-cell: Mahanadi North Division-I, Jagatpur xyxy=(677,1493,750,1526)
item-value: :- From 23.12.2016 to 16.00 Hours of 6.1.2017 xyxy=(1279,1456,1457,1483)
